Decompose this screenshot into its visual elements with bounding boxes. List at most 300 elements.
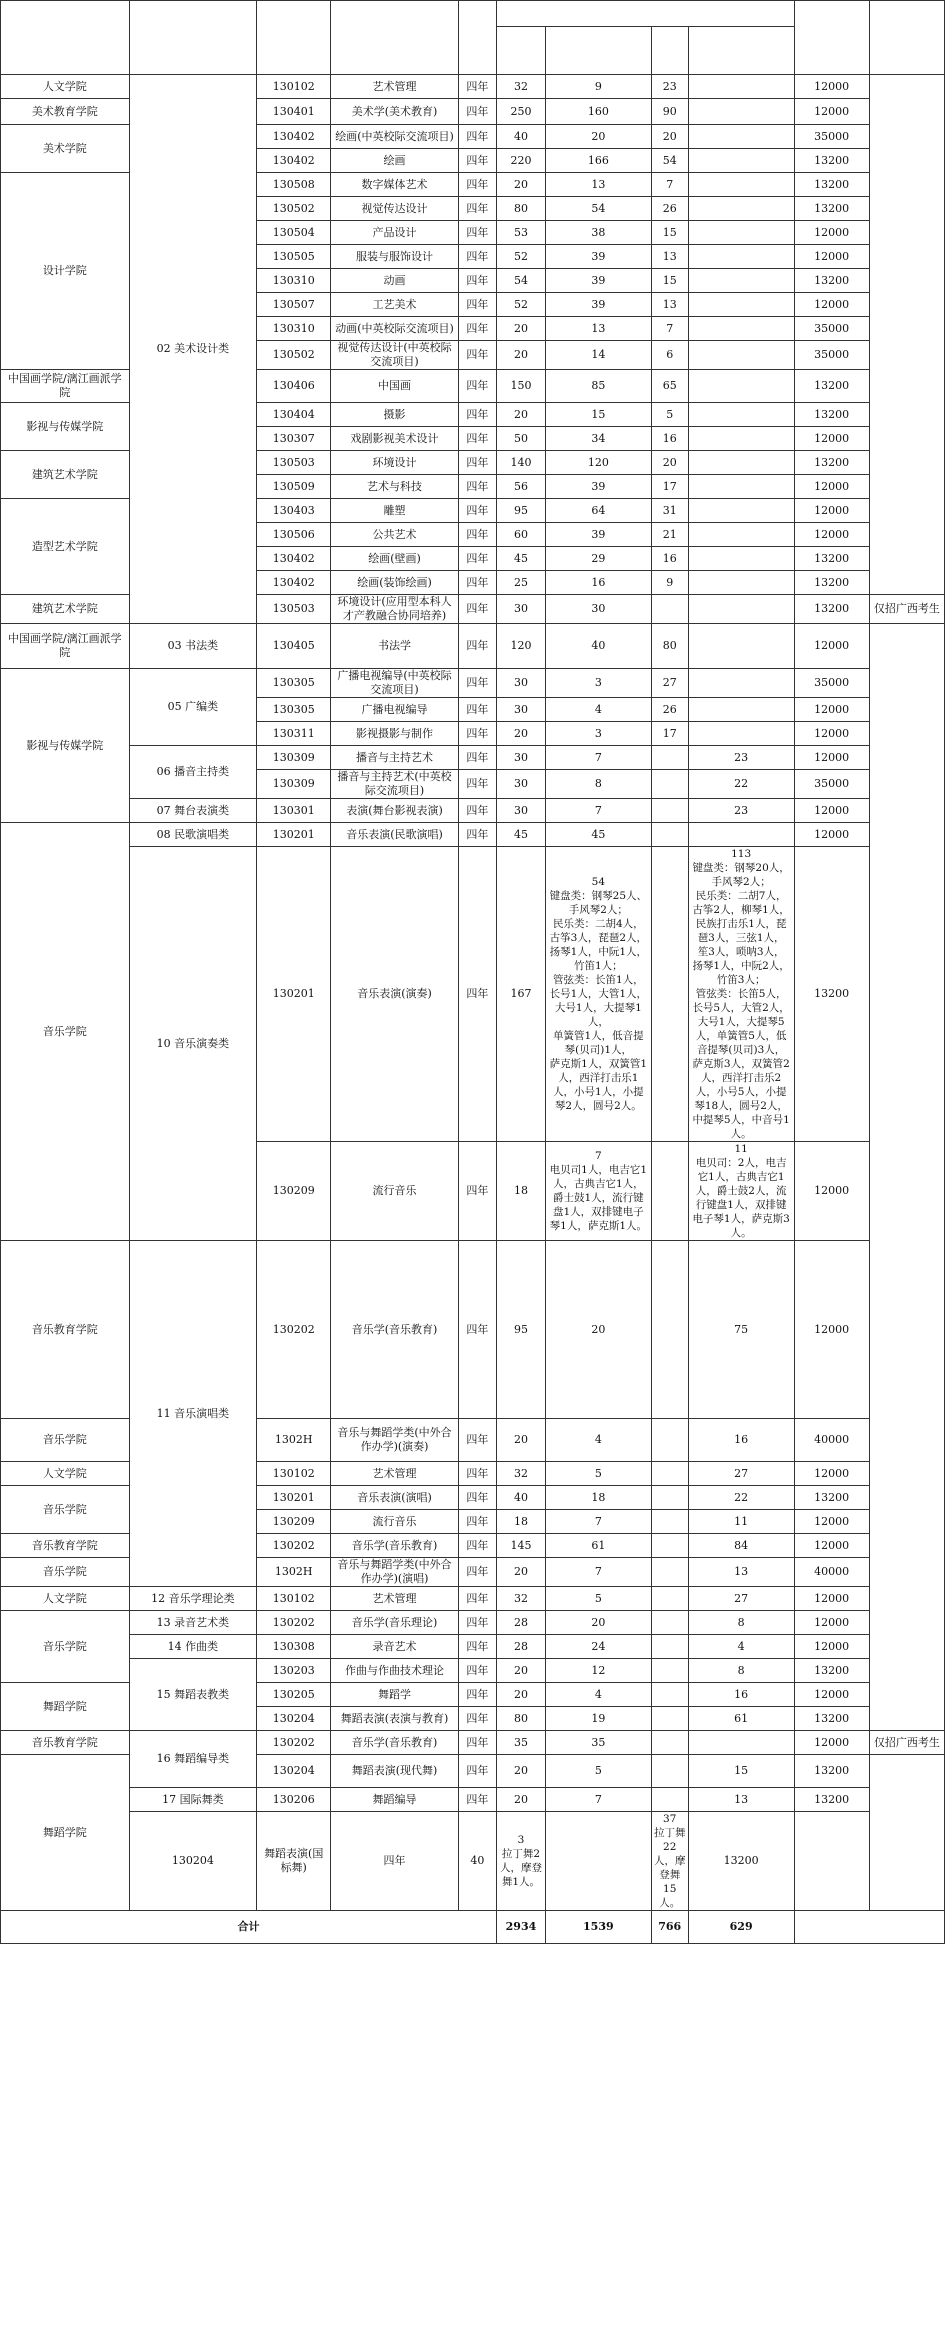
out-nosplit-cell	[688, 370, 794, 403]
years-cell: 四年	[458, 1683, 496, 1707]
years-cell: 四年	[458, 1731, 496, 1755]
out-split-cell	[651, 1419, 688, 1462]
gx-cell: 29	[545, 547, 651, 571]
gx-cell-count: 54	[591, 876, 606, 888]
major-cell: 广播电视编导(中英校际交流项目)	[331, 669, 459, 698]
gx-cell: 16	[545, 571, 651, 595]
fee-cell: 12000	[794, 1683, 869, 1707]
total-cell: 30	[496, 595, 545, 624]
major-cell: 音乐与舞蹈学类(中外合作办学)(演唱)	[331, 1558, 459, 1587]
years-cell: 四年	[458, 99, 496, 125]
out-split-cell	[545, 1812, 651, 1911]
out-nosplit-cell: 16	[688, 1419, 794, 1462]
gx-cell-line: 古筝3人，琵琶2人，	[549, 932, 648, 944]
major-cell: 流行音乐	[331, 1142, 459, 1241]
total-cell: 18	[496, 1142, 545, 1241]
out-split-cell	[651, 1788, 688, 1812]
total-cell: 250	[496, 99, 545, 125]
college-cell: 人文学院	[1, 1587, 130, 1611]
code-cell: 130204	[257, 1707, 331, 1731]
code-cell: 130309	[257, 746, 331, 770]
table-row	[1, 1635, 945, 1659]
total-cell: 30	[496, 799, 545, 823]
code-cell: 130402	[257, 125, 331, 149]
gx-cell: 4	[545, 1683, 651, 1707]
category-cell: 02 美术设计类	[129, 75, 257, 624]
total-cell: 20	[496, 1659, 545, 1683]
code-cell: 130209	[257, 1510, 331, 1534]
total-row	[1, 1911, 945, 1944]
category-cell: 17 国际舞类	[129, 1788, 257, 1812]
gx-cell: 54	[545, 197, 651, 221]
out-split-cell	[651, 595, 688, 624]
code-cell: 130205	[257, 1683, 331, 1707]
total-cell: 120	[496, 624, 545, 669]
code-cell: 130202	[257, 1534, 331, 1558]
total-cell: 80	[496, 197, 545, 221]
fee-cell: 13200	[794, 1755, 869, 1788]
fee-cell: 13200	[794, 403, 869, 427]
major-cell: 舞蹈编导	[331, 1788, 459, 1812]
years-cell: 四年	[458, 1611, 496, 1635]
major-cell: 表演(舞台影视表演)	[331, 799, 459, 823]
major-cell: 音乐学(音乐教育)	[331, 1731, 459, 1755]
gx-cell: 7	[545, 746, 651, 770]
fee-cell: 13200	[794, 1707, 869, 1731]
out-nosplit-cell-count: 37	[663, 1813, 677, 1825]
gx-cell-count: 7	[595, 1150, 602, 1162]
gx-cell-line: 扬琴1人，中阮1人，	[549, 946, 648, 958]
gx-cell-line: 单簧管1人，低音提琴(贝司)1人，	[553, 1030, 644, 1056]
major-cell: 数字媒体艺术	[331, 173, 459, 197]
gx-cell: 13	[545, 173, 651, 197]
code-cell: 130305	[257, 669, 331, 698]
code-cell: 130310	[257, 317, 331, 341]
total-cell: 30	[496, 669, 545, 698]
header-category	[129, 1, 257, 75]
fee-cell: 12000	[794, 746, 869, 770]
out-split-cell	[651, 1486, 688, 1510]
code-cell: 130202	[257, 1611, 331, 1635]
college-cell: 中国画学院/漓江画派学院	[1, 624, 130, 669]
out-split-cell	[651, 1241, 688, 1419]
fee-cell: 12000	[794, 293, 869, 317]
fee-cell: 13200	[794, 1486, 869, 1510]
fee-cell: 13200	[794, 1788, 869, 1812]
gx-cell: 4	[545, 698, 651, 722]
gx-cell-line: 键盘类：钢琴25人、	[549, 890, 648, 902]
years-cell: 四年	[458, 1558, 496, 1587]
college-cell: 音乐学院	[1, 823, 130, 1241]
fee-cell: 12000	[794, 1587, 869, 1611]
out-nosplit-cell	[688, 221, 794, 245]
category-cell: 10 音乐演奏类	[129, 847, 257, 1241]
code-cell: 130201	[257, 823, 331, 847]
table-row	[1, 823, 945, 847]
out-split-cell: 13	[651, 293, 688, 317]
fee-cell: 35000	[794, 317, 869, 341]
gx-cell: 39	[545, 523, 651, 547]
major-cell: 绘画(中英校际交流项目)	[331, 125, 459, 149]
total-cell: 45	[496, 547, 545, 571]
fee-cell: 13200	[794, 547, 869, 571]
years-cell: 四年	[458, 197, 496, 221]
out-nosplit-cell: 61	[688, 1707, 794, 1731]
college-cell: 音乐教育学院	[1, 1534, 130, 1558]
code-cell: 130508	[257, 173, 331, 197]
years-cell: 四年	[331, 1812, 459, 1911]
years-cell: 四年	[458, 823, 496, 847]
code-cell: 130404	[257, 403, 331, 427]
code-cell: 130403	[257, 499, 331, 523]
gx-cell: 120	[545, 451, 651, 475]
out-nosplit-cell: 13	[688, 1788, 794, 1812]
header-gx	[545, 27, 651, 75]
total-cell: 20	[496, 341, 545, 370]
table-row	[1, 1731, 945, 1755]
major-cell: 雕塑	[331, 499, 459, 523]
out-split-cell: 9	[651, 571, 688, 595]
code-cell: 1302H	[257, 1558, 331, 1587]
out-nosplit-cell: 13	[688, 1558, 794, 1587]
fee-cell: 12000	[794, 1611, 869, 1635]
total-cell: 28	[496, 1635, 545, 1659]
remark-cell: 仅招广西考生	[869, 1731, 944, 1755]
major-cell: 音乐表演(演奏)	[331, 847, 459, 1142]
major-cell: 环境设计	[331, 451, 459, 475]
total-cell: 32	[496, 75, 545, 99]
header-major	[331, 1, 459, 75]
major-cell: 音乐学(音乐教育)	[331, 1241, 459, 1419]
out-nosplit-cell	[688, 669, 794, 698]
out-nosplit-cell-line: 手风琴2人；	[711, 876, 771, 888]
out-split-cell: 16	[651, 547, 688, 571]
code-cell: 1302H	[257, 1419, 331, 1462]
out-nosplit-cell-line: 电贝司：2人，电吉它1人，古典吉它1人，爵士鼓2人，流行键盘1人，双排键电子琴1人，萨克斯3人。	[692, 1157, 790, 1239]
fee-cell: 12000	[794, 1142, 869, 1241]
major-cell: 舞蹈学	[331, 1683, 459, 1707]
fee-cell: 40000	[794, 1419, 869, 1462]
out-nosplit-cell	[688, 624, 794, 669]
gx-cell: 18	[545, 1486, 651, 1510]
total-label: 合计	[1, 1911, 497, 1944]
fee-cell: 12000	[794, 99, 869, 125]
years-cell: 四年	[458, 245, 496, 269]
table-row	[1, 799, 945, 823]
table-row	[1, 746, 945, 770]
out-nosplit-cell	[688, 847, 794, 1142]
major-cell: 音乐表演(演唱)	[331, 1486, 459, 1510]
gx-cell: 8	[545, 770, 651, 799]
college-cell: 舞蹈学院	[1, 1755, 130, 1911]
out-nosplit-cell-line: 拉丁舞22人，摩登舞15人。	[653, 1827, 686, 1909]
category-cell: 15 舞蹈表教类	[129, 1659, 257, 1731]
major-cell: 舞蹈表演(表演与教育)	[331, 1707, 459, 1731]
code-cell: 130402	[257, 571, 331, 595]
years-cell: 四年	[458, 746, 496, 770]
category-cell: 05 广编类	[129, 669, 257, 746]
major-cell: 绘画(装饰绘画)	[331, 571, 459, 595]
gx-cell: 39	[545, 269, 651, 293]
total-cell: 30	[496, 770, 545, 799]
gx-cell: 61	[545, 1534, 651, 1558]
out-nosplit-cell: 23	[688, 799, 794, 823]
out-split-cell	[651, 1462, 688, 1486]
out-split-cell	[651, 1755, 688, 1788]
fee-cell: 13200	[794, 149, 869, 173]
major-cell: 绘画(壁画)	[331, 547, 459, 571]
college-cell: 人文学院	[1, 1462, 130, 1486]
gx-cell: 12	[545, 1659, 651, 1683]
major-cell: 流行音乐	[331, 1510, 459, 1534]
years-cell: 四年	[458, 293, 496, 317]
out-nosplit-cell	[688, 547, 794, 571]
fee-cell: 13200	[688, 1812, 794, 1911]
code-cell: 130201	[257, 847, 331, 1142]
code-cell: 130503	[257, 451, 331, 475]
years-cell: 四年	[458, 698, 496, 722]
college-cell: 造型艺术学院	[1, 499, 130, 595]
out-nosplit-cell	[688, 595, 794, 624]
out-nosplit-cell	[688, 245, 794, 269]
total-cell: 140	[496, 451, 545, 475]
code-cell: 130202	[257, 1731, 331, 1755]
gx-cell: 4	[545, 1419, 651, 1462]
category-cell: 08 民歌演唱类	[129, 823, 257, 847]
fee-cell: 12000	[794, 799, 869, 823]
fee-cell: 40000	[794, 1558, 869, 1587]
gx-cell: 38	[545, 221, 651, 245]
gx-cell-line: 管弦类：长笛1人，	[553, 974, 644, 986]
grand-out-split: 766	[651, 1911, 688, 1944]
out-nosplit-cell-line: 长号5人，大管2人，	[692, 1002, 790, 1014]
gx-cell: 35	[545, 1731, 651, 1755]
out-nosplit-cell-line: 竹笛3人；	[716, 974, 766, 986]
out-split-cell: 7	[651, 317, 688, 341]
out-split-cell: 13	[651, 245, 688, 269]
years-cell: 四年	[458, 1755, 496, 1788]
gx-cell-line: 竹笛1人；	[574, 960, 623, 972]
fee-cell: 13200	[794, 451, 869, 475]
fee-cell: 12000	[794, 427, 869, 451]
gx-cell: 9	[545, 75, 651, 99]
years-cell: 四年	[458, 403, 496, 427]
years-cell: 四年	[458, 571, 496, 595]
out-nosplit-cell	[688, 571, 794, 595]
table-row	[1, 1587, 945, 1611]
code-cell: 130308	[257, 1635, 331, 1659]
years-cell: 四年	[458, 1486, 496, 1510]
code-cell: 130102	[257, 75, 331, 99]
out-nosplit-cell	[688, 75, 794, 99]
major-cell: 产品设计	[331, 221, 459, 245]
total-cell: 220	[496, 149, 545, 173]
gx-cell: 7	[545, 799, 651, 823]
years-cell: 四年	[458, 125, 496, 149]
fee-cell: 13200	[794, 847, 869, 1142]
years-cell: 四年	[458, 499, 496, 523]
fee-cell: 13200	[794, 173, 869, 197]
total-cell: 167	[496, 847, 545, 1142]
gx-cell-line: 萨克斯1人，双簧管1人，西洋打击乐1人，小号1人，小提琴2人，圆号2人。	[549, 1058, 648, 1112]
gx-cell-count: 3	[517, 1834, 525, 1846]
major-cell: 音乐表演(民歌演唱)	[331, 823, 459, 847]
years-cell: 四年	[458, 1510, 496, 1534]
total-cell: 50	[496, 427, 545, 451]
years-cell: 四年	[458, 799, 496, 823]
gx-cell	[545, 1142, 651, 1241]
out-nosplit-cell	[688, 293, 794, 317]
major-cell: 书法学	[331, 624, 459, 669]
table-row	[1, 1241, 945, 1419]
college-cell: 设计学院	[1, 173, 130, 370]
code-cell: 130310	[257, 269, 331, 293]
out-nosplit-cell	[688, 317, 794, 341]
total-cell: 20	[496, 1755, 545, 1788]
college-cell: 舞蹈学院	[1, 1683, 130, 1731]
major-cell: 摄影	[331, 403, 459, 427]
years-cell: 四年	[458, 317, 496, 341]
out-nosplit-cell	[688, 499, 794, 523]
college-cell: 影视与传媒学院	[1, 403, 130, 451]
total-cell: 95	[496, 1241, 545, 1419]
code-cell: 130301	[257, 799, 331, 823]
out-nosplit-cell	[688, 173, 794, 197]
fee-cell: 12000	[794, 823, 869, 847]
out-nosplit-cell-line: 萨克斯3人，双簧管2人，西洋打击乐2人，小号5人，小提琴18人，圆号2人，	[692, 1058, 790, 1112]
fee-cell: 12000	[794, 75, 869, 99]
code-cell: 130405	[257, 624, 331, 669]
out-nosplit-cell	[688, 197, 794, 221]
major-cell: 视觉传达设计(中英校际交流项目)	[331, 341, 459, 370]
code-cell: 130309	[257, 770, 331, 799]
out-split-cell: 15	[651, 269, 688, 293]
major-cell: 作曲与作曲技术理论	[331, 1659, 459, 1683]
out-nosplit-cell	[688, 1142, 794, 1241]
out-split-cell: 7	[651, 173, 688, 197]
college-cell: 音乐学院	[1, 1558, 130, 1587]
total-cell: 60	[496, 523, 545, 547]
gx-cell: 7	[545, 1510, 651, 1534]
category-cell: 14 作曲类	[129, 1635, 257, 1659]
header-out-nosplit	[688, 27, 794, 75]
out-nosplit-cell	[688, 475, 794, 499]
out-split-cell	[651, 770, 688, 799]
out-nosplit-cell: 22	[688, 1486, 794, 1510]
out-nosplit-cell	[688, 427, 794, 451]
total-cell: 53	[496, 221, 545, 245]
out-nosplit-cell	[688, 149, 794, 173]
fee-cell: 35000	[794, 770, 869, 799]
remark-cell-empty	[869, 75, 944, 595]
fee-cell: 13200	[794, 1659, 869, 1683]
fee-cell: 12000	[794, 499, 869, 523]
out-nosplit-cell-line: 扬琴1人，中阮2人，	[692, 960, 790, 972]
fee-cell: 12000	[794, 1241, 869, 1419]
out-nosplit-cell-count: 113	[731, 848, 752, 860]
fee-cell: 12000	[794, 698, 869, 722]
out-split-cell	[651, 1510, 688, 1534]
fee-cell: 12000	[794, 523, 869, 547]
out-split-cell: 54	[651, 149, 688, 173]
out-nosplit-cell-line: 笙3人，唢呐3人，	[697, 946, 785, 958]
code-cell: 130201	[257, 1486, 331, 1510]
total-cell: 40	[458, 1812, 496, 1911]
years-cell: 四年	[458, 475, 496, 499]
years-cell: 四年	[458, 221, 496, 245]
total-cell: 35	[496, 1731, 545, 1755]
years-cell: 四年	[458, 1419, 496, 1462]
out-nosplit-cell-line: 民乐类：二胡7人，	[695, 890, 787, 902]
out-nosplit-cell: 75	[688, 1241, 794, 1419]
major-cell: 绘画	[331, 149, 459, 173]
years-cell: 四年	[458, 595, 496, 624]
code-cell: 130505	[257, 245, 331, 269]
grand-total: 2934	[496, 1911, 545, 1944]
fee-cell: 35000	[794, 669, 869, 698]
out-nosplit-cell-line: 键盘类：钢琴20人，	[692, 862, 790, 874]
out-nosplit-cell: 16	[688, 1683, 794, 1707]
code-cell: 130402	[257, 547, 331, 571]
code-cell: 130203	[257, 1659, 331, 1683]
table-row	[1, 75, 945, 99]
gx-cell: 7	[545, 1558, 651, 1587]
major-cell: 音乐学(音乐理论)	[331, 1611, 459, 1635]
out-split-cell	[651, 1707, 688, 1731]
out-split-cell	[651, 1635, 688, 1659]
years-cell: 四年	[458, 1462, 496, 1486]
out-split-cell: 31	[651, 499, 688, 523]
out-split-cell: 17	[651, 722, 688, 746]
major-cell: 播音与主持艺术(中英校际交流项目)	[331, 770, 459, 799]
gx-cell-line: 民乐类：二胡4人，	[553, 918, 644, 930]
major-cell: 播音与主持艺术	[331, 746, 459, 770]
years-cell: 四年	[458, 1707, 496, 1731]
gx-cell-line: 长号1人，大管1人，	[549, 988, 648, 1000]
out-nosplit-cell: 15	[688, 1755, 794, 1788]
college-cell: 影视与传媒学院	[1, 669, 130, 823]
gx-cell: 166	[545, 149, 651, 173]
major-cell: 动画	[331, 269, 459, 293]
total-cell: 95	[496, 499, 545, 523]
code-cell: 130204	[257, 1755, 331, 1788]
gx-cell: 15	[545, 403, 651, 427]
major-cell: 中国画	[331, 370, 459, 403]
category-cell: 11 音乐演唱类	[129, 1241, 257, 1587]
gx-cell-line: 电贝司1人，电吉它1人，古典吉它1人，爵士鼓1人，流行键盘1人，双排键电子琴1人，萨克斯1人。	[549, 1164, 648, 1232]
gx-cell: 3	[545, 722, 651, 746]
college-cell: 中国画学院/漓江画派学院	[1, 370, 130, 403]
college-cell: 音乐学院	[1, 1486, 130, 1534]
out-nosplit-cell: 11	[688, 1510, 794, 1534]
code-cell: 130102	[257, 1462, 331, 1486]
out-nosplit-cell	[688, 341, 794, 370]
out-split-cell	[651, 1731, 688, 1755]
category-cell: 13 录音艺术类	[129, 1611, 257, 1635]
category-cell: 07 舞台表演类	[129, 799, 257, 823]
header-code	[257, 1, 331, 75]
gx-cell: 20	[545, 1611, 651, 1635]
out-split-cell	[651, 847, 688, 1142]
out-split-cell: 21	[651, 523, 688, 547]
out-nosplit-cell-line: 中提琴5人，中音号1人。	[692, 1114, 790, 1140]
years-cell: 四年	[458, 624, 496, 669]
out-nosplit-cell: 8	[688, 1611, 794, 1635]
total-cell: 32	[496, 1587, 545, 1611]
out-split-cell: 15	[651, 221, 688, 245]
out-split-cell: 20	[651, 125, 688, 149]
fee-cell: 13200	[794, 370, 869, 403]
